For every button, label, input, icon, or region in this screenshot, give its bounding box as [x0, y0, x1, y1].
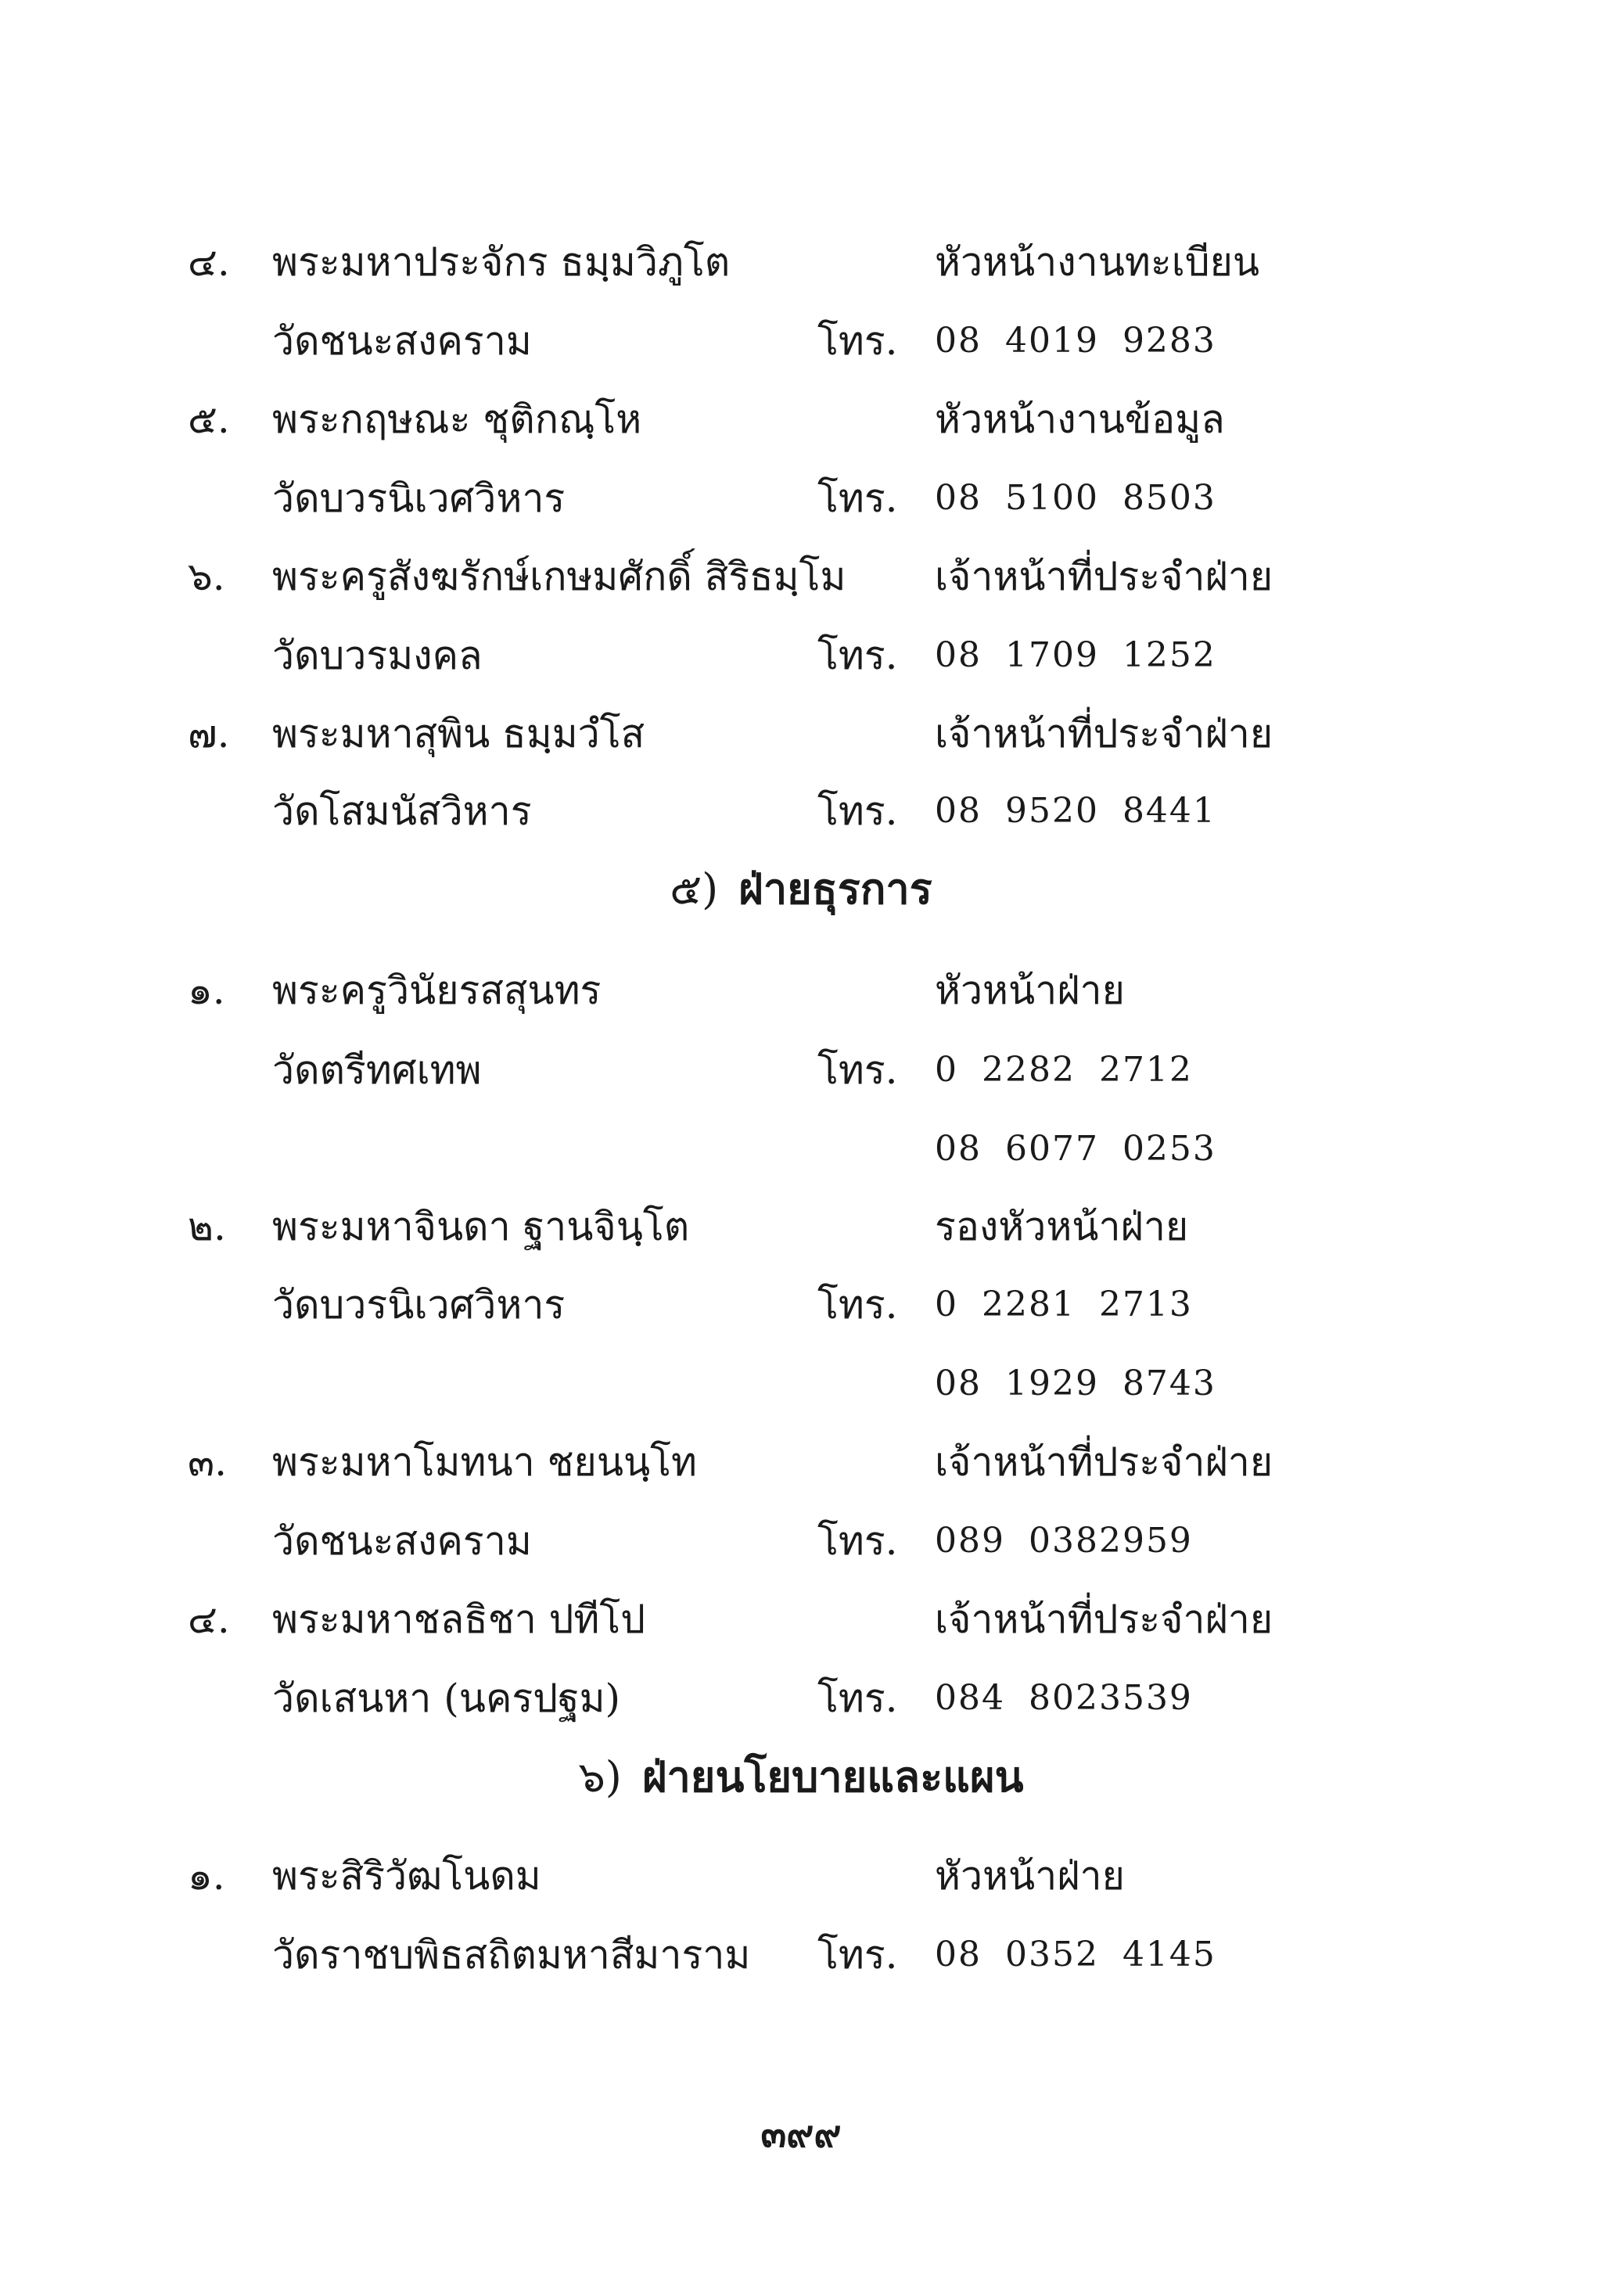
tel-label: โทร.	[817, 1518, 898, 1564]
position-title: เจ้าหน้าที่ประจำฝ่าย	[935, 1439, 1273, 1485]
phone-number: 08 9520 8441	[935, 791, 1216, 831]
tel-label: โทร.	[817, 1932, 898, 1978]
section-number: ๖)	[578, 1752, 622, 1802]
monk-name: พระมหาจินดา ฐานจินฺโต	[272, 1204, 690, 1249]
entry-number: ๔.	[188, 1597, 230, 1642]
phone-number: 08 5100 8503	[935, 478, 1216, 518]
entry-number: ๕.	[188, 397, 230, 442]
tel-label: โทร.	[817, 1676, 898, 1721]
temple-name: วัดชนะสงคราม	[272, 1518, 532, 1564]
tel-label: โทร.	[817, 1047, 898, 1093]
phone-number: 08 1929 8743	[935, 1364, 1216, 1403]
temple-name: วัดราชบพิธสถิตมหาสีมาราม	[272, 1932, 751, 1978]
tel-label: โทร.	[817, 318, 898, 364]
entry-number: ๖.	[188, 554, 225, 599]
tel-label: โทร.	[817, 633, 898, 678]
phone-number: 0 2281 2713	[935, 1285, 1193, 1324]
temple-name: วัดชนะสงคราม	[272, 318, 532, 364]
tel-label: โทร.	[817, 476, 898, 521]
monk-name: พระมหาชลธิชา ปทีโป	[272, 1597, 645, 1642]
section-title: ฝ่ายนโยบายและแผน	[641, 1752, 1024, 1802]
entry-number: ๑.	[188, 1853, 225, 1899]
temple-name: วัดโสมนัสวิหาร	[272, 789, 532, 834]
position-title: รองหัวหน้าฝ่าย	[935, 1204, 1189, 1249]
monk-name: พระสิริวัฒโนดม	[272, 1853, 541, 1899]
section-heading-administration	[0, 850, 1602, 928]
entry-number: ๔.	[188, 239, 230, 285]
entry-number: ๑.	[188, 968, 225, 1013]
position-title: เจ้าหน้าที่ประจำฝ่าย	[935, 1597, 1273, 1642]
phone-number: 0 2282 2712	[935, 1050, 1193, 1090]
section-title: ฝ่ายธุรการ	[738, 864, 932, 914]
monk-name: พระครูสังฆรักษ์เกษมศักดิ์ สิริธมฺโม	[272, 554, 846, 599]
phone-number: 08 0352 4145	[935, 1935, 1216, 1974]
phone-number: 08 4019 9283	[935, 321, 1216, 361]
position-title: หัวหน้าฝ่าย	[935, 968, 1125, 1013]
section-number: ๕)	[670, 864, 719, 914]
page-number: ๓๙๙	[760, 2112, 842, 2156]
phone-number: 08 6077 0253	[935, 1129, 1216, 1169]
phone-number: 08 1709 1252	[935, 635, 1216, 675]
section-heading-policy-planning	[0, 1737, 1602, 1816]
temple-name: วัดตรีทศเทพ	[272, 1047, 482, 1093]
entry-number: ๗.	[188, 711, 230, 756]
temple-name: วัดบวรนิเวศวิหาร	[272, 1282, 566, 1328]
position-title: หัวหน้างานทะเบียน	[935, 239, 1260, 285]
position-title: เจ้าหน้าที่ประจำฝ่าย	[935, 711, 1273, 756]
phone-number: 084 8023539	[935, 1678, 1193, 1718]
position-title: หัวหน้างานข้อมูล	[935, 397, 1225, 442]
temple-name: วัดบวรมงคล	[272, 633, 483, 678]
position-title: หัวหน้าฝ่าย	[935, 1853, 1125, 1899]
entry-number: ๒.	[188, 1204, 226, 1249]
monk-name: พระมหาสุพิน ธมฺมวํโส	[272, 711, 645, 756]
tel-label: โทร.	[817, 1282, 898, 1328]
monk-name: พระกฤษณะ ชุติกณฺโห	[272, 397, 642, 442]
temple-name: วัดเสนหา (นครปฐม)	[272, 1676, 621, 1721]
monk-name: พระมหาโมทนา ชยนนฺโท	[272, 1439, 697, 1485]
entry-number: ๓.	[188, 1439, 228, 1485]
phone-number: 089 0382959	[935, 1521, 1193, 1561]
position-title: เจ้าหน้าที่ประจำฝ่าย	[935, 554, 1273, 599]
tel-label: โทร.	[817, 789, 898, 834]
temple-name: วัดบวรนิเวศวิหาร	[272, 476, 566, 521]
monk-name: พระครูวินัยรสสุนทร	[272, 968, 602, 1013]
monk-name: พระมหาประจักร ธมฺมวิภูโต	[272, 239, 731, 285]
